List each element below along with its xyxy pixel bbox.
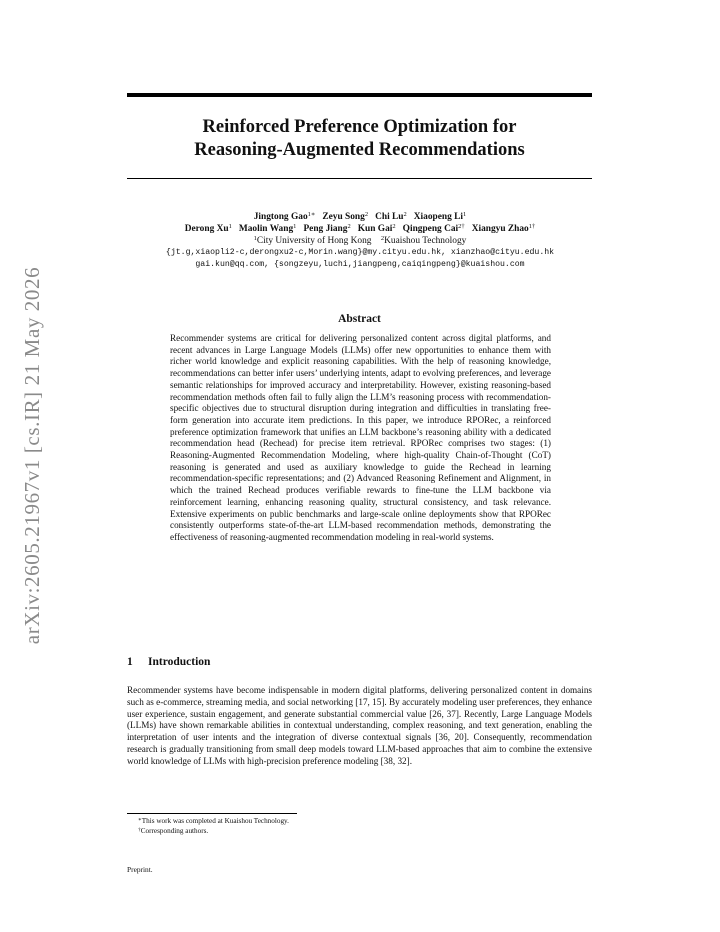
affiliation-mark: 1 (253, 235, 257, 242)
affiliation-name: Kuaishou Technology (384, 236, 467, 246)
abstract-text: Recommender systems are critical for delivering personalized content across digital platforms, and recent advances in Large Language Models (LLMs) offer new opportunities to enhance them with richer world knowledge and explicit reasoning capabilities. With the help of reasoning knowledge, recommendations can better infer users’ underlying intents, adapt to evolving preferences, and leverage semantic relationships for improved accuracy and interpretability. However, existing reasoning-based recommendation methods often fail to fully align the LLM’s reasoning process with recommendation-specific objectives due to structural disruption during integration and difficulties in translating free-form generation into accurate item predictions. In this paper, we introduce RPORec, a reinforced preference optimization framework that unifies an LLM backbone’s reasoning ability with a dedicated recommendation head (Rechead) for precise item retrieval. RPORec comprises two stages: (1) Reasoning-Augmented Recommendation Modeling, where high-quality Chain-of-Thought (CoT) reasoning is generated and used as auxiliary knowledge to guide the Rechead in learning recommendation-specific representations; and (2) Advanced Reasoning Refinement and Alignment, in which the trained Rechead produces verifiable rewards to fine-tune the LLM backbone via reinforcement learning, enhancing reasoning quality, structural consistency, and task relevance. Extensive experiments on public benchmarks and large-scale online deployments show that RPORec consistently outperforms state-of-the-art LLM-based recommendation methods, demonstrating the effectiveness of reasoning-augmented recommendation modeling in real-world systems. (170, 333, 551, 542)
author-name: Xiangyu Zhao (471, 224, 529, 234)
affiliation-mark: 2 (380, 235, 385, 242)
author-name: Zeyu Song (322, 212, 365, 222)
title-line-1: Reinforced Preference Optimization for (202, 117, 517, 137)
title-line-2: Reasoning-Augmented Recommendations (194, 140, 525, 160)
author-name: Qingpeng Cai (402, 224, 459, 234)
section-title: Introduction (148, 656, 211, 668)
author-affiliation-mark: 1 (463, 211, 467, 218)
author-name: Xiaopeng Li (413, 212, 464, 222)
author-affiliation-mark: 1 (293, 223, 297, 230)
author-name: Jingtong Gao (253, 212, 308, 222)
footnote-mark: † (138, 826, 141, 833)
author-affiliation-mark: 2 (364, 211, 369, 218)
author-affiliation-mark: 1† (528, 223, 536, 230)
footnote-item (138, 827, 289, 837)
author-row-1 (80, 211, 640, 223)
author-affiliation-mark: 1∗ (307, 211, 316, 218)
author-affiliation-mark: 1 (228, 223, 232, 230)
author-affiliation-mark: 2 (347, 223, 351, 230)
footnote-text: Corresponding authors. (140, 826, 209, 835)
author-affiliation-mark: 2 (392, 223, 396, 230)
title-bottom-rule (127, 178, 592, 179)
footnotes (138, 817, 289, 836)
author-affiliation-mark: 2† (458, 223, 465, 230)
section-heading-introduction (127, 656, 592, 668)
footnote-text: This work was completed at Kuaishou Technology. (141, 817, 289, 825)
paper-title (127, 116, 592, 162)
arxiv-identifier-text: arXiv:2605.21967v1 [cs.IR] 21 May 2026 (20, 266, 45, 644)
preprint-label: Preprint. (127, 865, 153, 874)
author-name: Peng Jiang (303, 224, 348, 234)
author-name: Maolin Wang (238, 224, 294, 234)
section-number: 1 (127, 656, 133, 668)
arxiv-identifier (18, 265, 48, 645)
title-top-rule (127, 93, 592, 97)
author-row-2 (80, 223, 640, 235)
author-emails-line-1: {jt.g,xiaopli2-c,derongxu2-c,Morin.wang}@my.cityu.edu.hk, xianzhao@cityu.edu.hk (165, 248, 555, 257)
introduction-paragraph: Recommender systems have become indispensable in modern digital platforms, delivering personalized content in domains such as e-commerce, streaming media, and social networking [17, 15]. By accurately modeling user preferences, they enhance user experience, sustain engagement, and generate substantial commercial value [26, 37]. Recently, Large Language Models (LLMs) have shown remarkable abilities in contextual understanding, complex reasoning, and text generation, enabling the interpretation of user intents and the integration of diverse contextual signals [36, 20]. Consequently, recommendation research is gradually transitioning from small deep models toward LLM-based approaches that aim to combine the extensive world knowledge of LLMs with high-precision preference modeling [38, 32]. (127, 685, 592, 766)
author-name: Derong Xu (184, 224, 229, 234)
affiliation-name: City University of Hong Kong (256, 236, 372, 246)
affiliation-line (80, 235, 640, 247)
author-emails-line-2: gai.kun@qq.com, {songzeyu,luchi,jiangpeng,caiqingpeng}@kuaishou.com (195, 260, 525, 269)
abstract-heading: Abstract (338, 313, 381, 325)
author-affiliation-mark: 2 (403, 211, 407, 218)
author-name: Chi Lu (375, 212, 404, 222)
footnote-mark: ∗ (138, 817, 142, 823)
footnote-rule (127, 813, 297, 814)
author-name: Kun Gai (357, 224, 393, 234)
author-block (80, 211, 640, 271)
footnote-item (138, 817, 289, 827)
